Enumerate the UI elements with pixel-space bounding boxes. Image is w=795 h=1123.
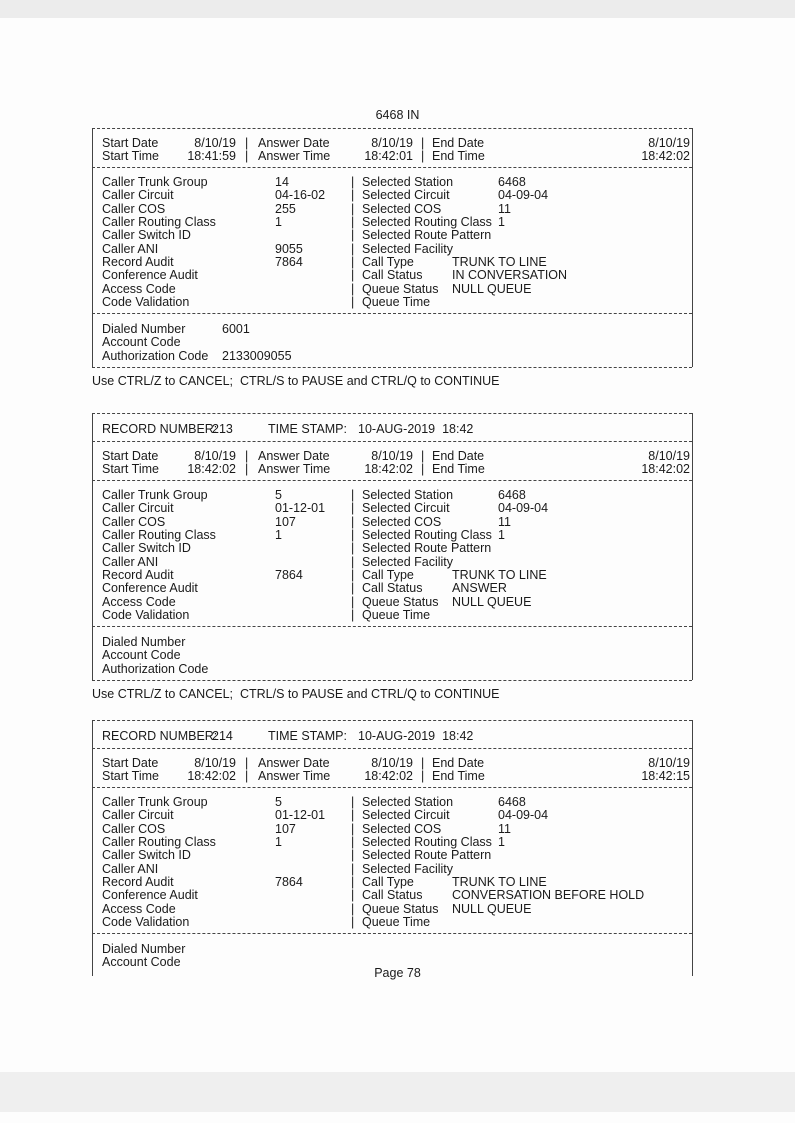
dialing-field-label: Authorization Code: [102, 661, 209, 676]
time-stamp-label: TIME STAMP:: [268, 422, 347, 436]
caller-field-label: Caller Routing Class: [102, 214, 216, 229]
selected-field-value: TRUNK TO LINE: [452, 254, 547, 269]
selected-field-value: 11: [498, 821, 511, 836]
selected-field-value: 11: [498, 201, 511, 216]
caller-field-value: 1: [275, 834, 282, 849]
column-separator: |: [351, 914, 355, 929]
column-separator: |: [351, 527, 355, 542]
caller-field-value: 107: [275, 821, 296, 836]
selected-field-value: TRUNK TO LINE: [452, 874, 547, 889]
caller-field-value: 1: [275, 214, 282, 229]
caller-field-value: 5: [275, 488, 282, 502]
selected-field-label: Call Type: [362, 567, 414, 582]
answer-date: 8/10/19: [371, 136, 413, 150]
start-time: 18:41:59: [187, 149, 236, 163]
dashed-rule: [92, 748, 692, 749]
page-number: Page 78: [374, 966, 421, 980]
time-stamp: 10-AUG-2019 18:42: [358, 729, 474, 743]
dialing-field-label: Dialed Number: [102, 942, 186, 956]
caller-field-value: 04-16-02: [275, 188, 326, 203]
start-time: 18:42:02: [187, 769, 236, 783]
column-separator: |: [351, 834, 355, 849]
column-separator: |: [351, 241, 355, 256]
dashed-rule: [92, 480, 692, 481]
caller-field-value: 01-12-01: [275, 501, 326, 516]
selected-field-label: Call Type: [362, 874, 414, 889]
vertical-border: [692, 720, 693, 976]
selected-field-value: ANSWER: [452, 581, 507, 596]
column-separator: |: [351, 188, 355, 203]
caller-field-label: Caller Trunk Group: [102, 175, 208, 189]
caller-field-value: 14: [275, 175, 289, 189]
caller-field-label: Caller Circuit: [102, 501, 174, 516]
end-date: 8/10/19: [648, 136, 690, 150]
caller-field-value: 107: [275, 514, 296, 529]
end-time: 18:42:15: [641, 769, 690, 783]
dashed-rule: [92, 167, 692, 168]
record-number: 214: [212, 729, 233, 743]
column-separator: |: [351, 541, 355, 556]
caller-field-value: 7864: [275, 874, 303, 889]
start-date: 8/10/19: [194, 136, 236, 150]
selected-field-value: 04-09-04: [498, 808, 549, 823]
selected-field-value: CONVERSATION BEFORE HOLD: [452, 888, 645, 903]
column-separator: |: [351, 488, 355, 502]
station-header: 6468 IN: [375, 108, 420, 122]
caller-field-label: Conference Audit: [102, 581, 198, 596]
caller-field-label: Conference Audit: [102, 888, 198, 903]
keyboard-prompt: Use CTRL/Z to CANCEL; CTRL/S to PAUSE and CTRL/Q to CONTINUE: [92, 374, 500, 388]
caller-field-label: Code Validation: [102, 914, 190, 929]
column-separator: |: [351, 901, 355, 916]
column-separator: |: [351, 795, 355, 809]
selected-field-label: Selected COS: [362, 821, 442, 836]
selected-field-label: Queue Time: [362, 914, 431, 929]
answer-time: 18:42:02: [364, 462, 413, 476]
dialing-field-label: Dialed Number: [102, 635, 186, 649]
selected-field-label: Selected Circuit: [362, 188, 450, 203]
column-separator: |: [245, 756, 249, 770]
scan-bottom-band: [0, 1072, 795, 1112]
column-separator: |: [351, 581, 355, 596]
column-separator: |: [245, 769, 249, 783]
selected-field-label: Selected Facility: [362, 241, 454, 256]
selected-field-label: Selected Route Pattern: [362, 541, 492, 556]
caller-field-label: Caller COS: [102, 201, 166, 216]
end-date: 8/10/19: [648, 756, 690, 770]
selected-field-label: Selected Station: [362, 175, 454, 189]
selected-field-value: 04-09-04: [498, 188, 549, 203]
column-separator: |: [421, 769, 425, 783]
dialing-field-label: Account Code: [102, 648, 181, 663]
selected-field-label: Selected Facility: [362, 861, 454, 876]
column-separator: |: [351, 607, 355, 622]
caller-field-label: Access Code: [102, 901, 176, 916]
caller-field-label: Caller ANI: [102, 861, 159, 876]
caller-field-label: Code Validation: [102, 607, 190, 622]
selected-field-value: TRUNK TO LINE: [452, 567, 547, 582]
start-date: 8/10/19: [194, 449, 236, 463]
vertical-border: [92, 720, 93, 976]
caller-field-label: Caller Routing Class: [102, 834, 216, 849]
selected-field-value: NULL QUEUE: [452, 901, 532, 916]
caller-field-label: Caller Circuit: [102, 188, 174, 203]
selected-field-label: Selected COS: [362, 514, 442, 529]
dashed-rule: [92, 720, 692, 721]
caller-field-label: Caller Trunk Group: [102, 488, 208, 502]
column-separator: |: [421, 756, 425, 770]
dashed-rule: [92, 626, 692, 627]
caller-field-label: Record Audit: [102, 254, 174, 269]
selected-field-label: Selected Station: [362, 488, 454, 502]
selected-field-label: Call Status: [362, 888, 423, 903]
dashed-rule: [92, 413, 692, 414]
column-separator: |: [245, 449, 249, 463]
dialing-field-label: Account Code: [102, 955, 181, 970]
caller-field-label: Caller COS: [102, 514, 166, 529]
selected-field-label: Queue Status: [362, 901, 439, 916]
selected-field-value: 1: [498, 834, 505, 849]
caller-field-label: Caller COS: [102, 821, 166, 836]
column-separator: |: [421, 449, 425, 463]
selected-field-label: Selected Routing Class: [362, 214, 492, 229]
column-separator: |: [351, 501, 355, 516]
start-time: 18:42:02: [187, 462, 236, 476]
selected-field-value: 6468: [498, 175, 526, 189]
dialing-field-label: Dialed Number: [102, 322, 186, 336]
selected-field-label: Selected Routing Class: [362, 527, 492, 542]
column-separator: |: [245, 136, 249, 150]
caller-field-label: Caller Switch ID: [102, 541, 191, 556]
start-time-label: Start Time: [102, 462, 159, 476]
vertical-border: [92, 128, 93, 367]
selected-field-label: Selected Routing Class: [362, 834, 492, 849]
dialing-field-label: Account Code: [102, 335, 181, 350]
caller-field-value: 1: [275, 527, 282, 542]
answer-time: 18:42:01: [364, 149, 413, 163]
answer-date-label: Answer Date: [258, 756, 330, 770]
column-separator: |: [351, 175, 355, 189]
selected-field-label: Call Status: [362, 581, 423, 596]
column-separator: |: [351, 254, 355, 269]
column-separator: |: [421, 462, 425, 476]
selected-field-value: 1: [498, 527, 505, 542]
time-stamp-label: TIME STAMP:: [268, 729, 347, 743]
dashed-rule: [92, 367, 692, 368]
start-date-label: Start Date: [102, 136, 159, 150]
caller-field-label: Caller Switch ID: [102, 848, 191, 863]
column-separator: |: [351, 554, 355, 569]
column-separator: |: [421, 136, 425, 150]
dashed-rule: [92, 128, 692, 129]
selected-field-label: Selected Route Pattern: [362, 228, 492, 243]
column-separator: |: [351, 268, 355, 283]
selected-field-label: Call Status: [362, 268, 423, 283]
caller-field-value: 255: [275, 201, 296, 216]
column-separator: |: [245, 149, 249, 163]
selected-field-value: 04-09-04: [498, 501, 549, 516]
caller-field-label: Access Code: [102, 281, 176, 296]
caller-field-value: 5: [275, 795, 282, 809]
end-time: 18:42:02: [641, 462, 690, 476]
caller-field-value: 9055: [275, 241, 303, 256]
caller-field-label: Record Audit: [102, 567, 174, 582]
selected-field-label: Selected COS: [362, 201, 442, 216]
column-separator: |: [351, 281, 355, 296]
selected-field-value: IN CONVERSATION: [452, 268, 568, 283]
selected-field-value: NULL QUEUE: [452, 594, 532, 609]
caller-field-label: Caller Switch ID: [102, 228, 191, 243]
column-separator: |: [351, 874, 355, 889]
end-date-label: End Date: [432, 136, 485, 150]
selected-field-value: 6468: [498, 488, 526, 502]
end-time: 18:42:02: [641, 149, 690, 163]
selected-field-value: 1: [498, 214, 505, 229]
column-separator: |: [421, 149, 425, 163]
selected-field-value: 11: [498, 514, 511, 529]
end-date-label: End Date: [432, 449, 485, 463]
start-time-label: Start Time: [102, 149, 159, 163]
start-date: 8/10/19: [194, 756, 236, 770]
dialing-field-label: Authorization Code: [102, 348, 209, 363]
answer-date: 8/10/19: [371, 449, 413, 463]
caller-field-label: Caller Routing Class: [102, 527, 216, 542]
caller-field-value: 7864: [275, 254, 303, 269]
end-date-label: End Date: [432, 756, 485, 770]
caller-field-label: Caller ANI: [102, 241, 159, 256]
vertical-border: [692, 128, 693, 367]
selected-field-label: Queue Status: [362, 594, 439, 609]
selected-field-label: Selected Station: [362, 795, 454, 809]
start-date-label: Start Date: [102, 449, 159, 463]
column-separator: |: [351, 214, 355, 229]
end-time-label: End Time: [432, 149, 485, 163]
time-stamp: 10-AUG-2019 18:42: [358, 422, 474, 436]
caller-field-label: Caller Trunk Group: [102, 795, 208, 809]
column-separator: |: [351, 808, 355, 823]
selected-field-value: 6468: [498, 795, 526, 809]
selected-field-value: NULL QUEUE: [452, 281, 532, 296]
answer-time-label: Answer Time: [258, 769, 331, 783]
dialing-field-value: 2133009055: [222, 348, 292, 363]
column-separator: |: [351, 228, 355, 243]
vertical-border: [92, 413, 93, 680]
selected-field-label: Queue Time: [362, 607, 431, 622]
column-separator: |: [351, 567, 355, 582]
column-separator: |: [351, 201, 355, 216]
answer-date-label: Answer Date: [258, 449, 330, 463]
answer-time-label: Answer Time: [258, 462, 331, 476]
caller-field-value: 01-12-01: [275, 808, 326, 823]
record-number: 213: [212, 422, 233, 436]
selected-field-label: Queue Time: [362, 294, 431, 309]
column-separator: |: [351, 821, 355, 836]
scan-top-band: [0, 0, 795, 18]
caller-field-label: Record Audit: [102, 874, 174, 889]
selected-field-label: Queue Status: [362, 281, 439, 296]
selected-field-label: Selected Circuit: [362, 808, 450, 823]
column-separator: |: [351, 848, 355, 863]
selected-field-label: Call Type: [362, 254, 414, 269]
end-date: 8/10/19: [648, 449, 690, 463]
end-time-label: End Time: [432, 462, 485, 476]
record-number-label: RECORD NUMBER:: [102, 422, 218, 436]
column-separator: |: [351, 294, 355, 309]
caller-field-label: Conference Audit: [102, 268, 198, 283]
answer-date: 8/10/19: [371, 756, 413, 770]
answer-time: 18:42:02: [364, 769, 413, 783]
caller-field-label: Caller Circuit: [102, 808, 174, 823]
start-time-label: Start Time: [102, 769, 159, 783]
vertical-border: [692, 413, 693, 680]
caller-field-label: Access Code: [102, 594, 176, 609]
selected-field-label: Selected Route Pattern: [362, 848, 492, 863]
keyboard-prompt: Use CTRL/Z to CANCEL; CTRL/S to PAUSE and CTRL/Q to CONTINUE: [92, 687, 500, 701]
column-separator: |: [351, 861, 355, 876]
dashed-rule: [92, 680, 692, 681]
column-separator: |: [351, 514, 355, 529]
caller-field-label: Code Validation: [102, 294, 190, 309]
dialing-field-value: 6001: [222, 322, 250, 336]
start-date-label: Start Date: [102, 756, 159, 770]
dashed-rule: [92, 933, 692, 934]
dashed-rule: [92, 441, 692, 442]
selected-field-label: Selected Facility: [362, 554, 454, 569]
column-separator: |: [351, 594, 355, 609]
caller-field-value: 7864: [275, 567, 303, 582]
selected-field-label: Selected Circuit: [362, 501, 450, 516]
end-time-label: End Time: [432, 769, 485, 783]
column-separator: |: [351, 888, 355, 903]
answer-date-label: Answer Date: [258, 136, 330, 150]
answer-time-label: Answer Time: [258, 149, 331, 163]
dashed-rule: [92, 787, 692, 788]
caller-field-label: Caller ANI: [102, 554, 159, 569]
column-separator: |: [245, 462, 249, 476]
dashed-rule: [92, 313, 692, 314]
record-number-label: RECORD NUMBER:: [102, 729, 218, 743]
